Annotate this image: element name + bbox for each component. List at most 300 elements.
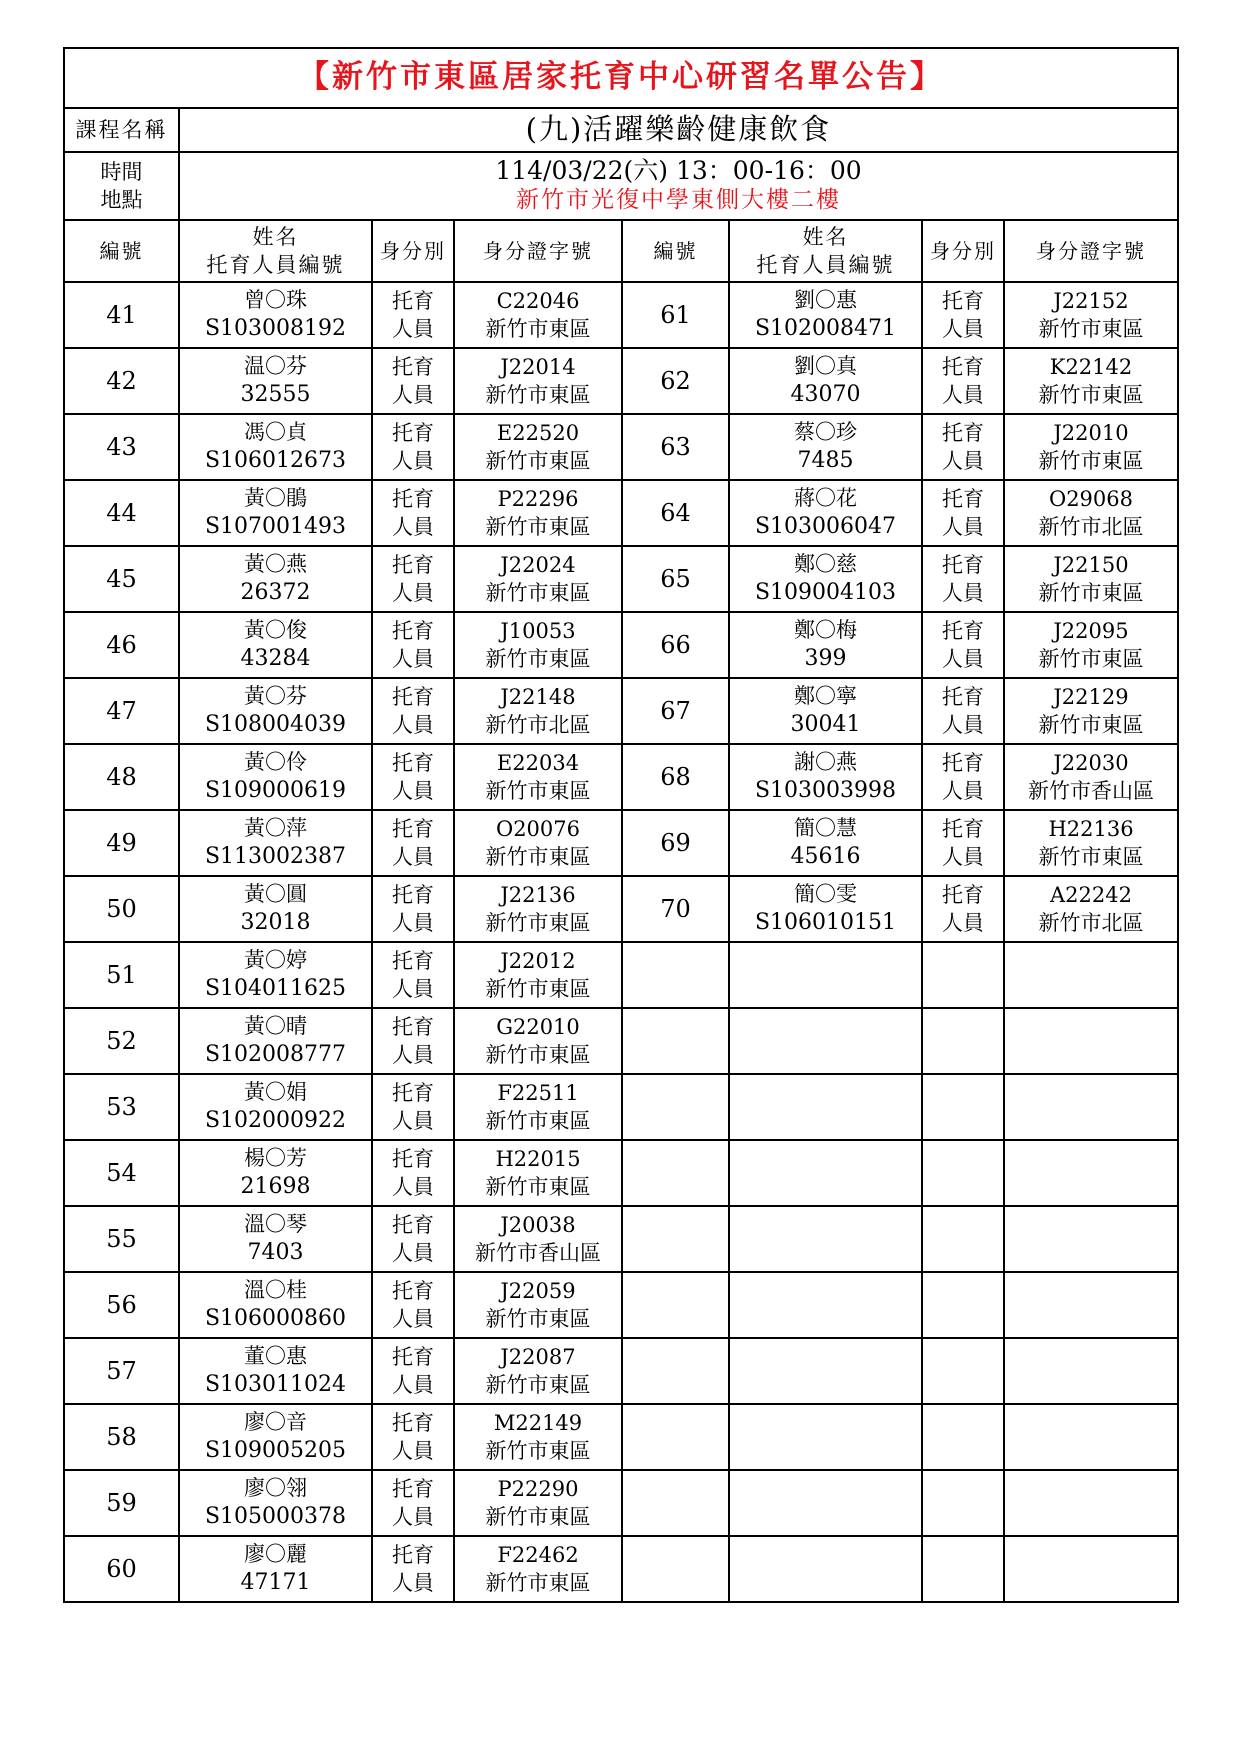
entry-name-staff-line-2: 43284 — [240, 646, 311, 672]
entry-name-staff — [179, 810, 372, 876]
entry-id-code — [454, 1008, 622, 1074]
entry-identity-line-2: 人員 — [942, 515, 984, 539]
entry-id-empty — [1004, 1536, 1178, 1602]
entry-id-code — [454, 678, 622, 744]
entry-number-empty — [622, 1272, 729, 1338]
entry-id-code-line-2: 新竹市香山區 — [1028, 779, 1154, 803]
entry-number: 49 — [64, 810, 179, 876]
table-row — [64, 1338, 1178, 1404]
entry-name-staff-line-2: 47171 — [240, 1570, 311, 1596]
entry-name-empty — [729, 1272, 922, 1338]
entry-name-staff — [179, 1338, 372, 1404]
entry-identity-line-1: 托育 — [942, 354, 984, 379]
entry-id-code-line-2: 新竹市東區 — [485, 1043, 591, 1067]
entry-number: 52 — [64, 1008, 179, 1074]
entry-name-staff-line-2: S102000922 — [204, 1108, 347, 1134]
entry-identity-empty — [922, 1140, 1004, 1206]
entry-identity-line-1: 托育 — [942, 288, 984, 313]
entry-id-code-line-2: 新竹市東區 — [485, 1439, 591, 1463]
header-id-code-2: 身分證字號 — [1004, 220, 1178, 282]
entry-identity — [372, 1404, 454, 1470]
entry-name-staff — [729, 414, 922, 480]
entry-id-code-line-2: 新竹市北區 — [1038, 515, 1144, 539]
entry-identity — [922, 678, 1004, 744]
entry-identity-line-2: 人員 — [392, 1571, 434, 1595]
entry-number: 51 — [64, 942, 179, 1008]
header-staff-no-2: 托育人員編號 — [756, 253, 895, 277]
entry-name-staff-line-2: S103006047 — [754, 514, 897, 540]
entry-identity — [372, 282, 454, 348]
entry-identity — [922, 480, 1004, 546]
entry-id-code-line-2: 新竹市北區 — [485, 713, 591, 737]
entry-name-staff-line-1: 鄭〇慈 — [794, 551, 857, 576]
entry-number-empty — [622, 1470, 729, 1536]
entry-name-staff-line-1: 劉〇真 — [794, 353, 857, 378]
entry-name-staff-line-2: S108004039 — [204, 712, 347, 738]
entry-name-empty — [729, 1470, 922, 1536]
entry-identity-line-2: 人員 — [392, 911, 434, 935]
entry-id-code — [454, 1536, 622, 1602]
entry-identity — [372, 1536, 454, 1602]
entry-name-staff — [179, 612, 372, 678]
entry-name-staff-line-1: 黃〇婷 — [244, 947, 307, 972]
entry-name-staff-line-2: S105000378 — [204, 1504, 347, 1530]
entry-identity-empty — [922, 1074, 1004, 1140]
entry-number: 70 — [622, 876, 729, 942]
entry-identity-empty — [922, 1206, 1004, 1272]
entry-id-code-line-1: J22129 — [1053, 684, 1129, 709]
header-number-2: 編號 — [622, 220, 729, 282]
table-row — [64, 1404, 1178, 1470]
entry-name-staff-line-1: 黃〇娟 — [244, 1079, 307, 1104]
entry-id-code-line-1: J22095 — [1053, 618, 1129, 643]
entry-id-code — [1004, 612, 1178, 678]
entry-id-code-line-2: 新竹市東區 — [1038, 383, 1144, 407]
entry-id-empty — [1004, 1008, 1178, 1074]
entry-identity-line-1: 托育 — [392, 684, 434, 709]
entry-identity-line-2: 人員 — [942, 779, 984, 803]
entry-id-code-line-2: 新竹市東區 — [485, 977, 591, 1001]
entry-id-code-line-2: 新竹市東區 — [485, 1505, 591, 1529]
entry-identity-line-2: 人員 — [392, 317, 434, 341]
entry-name-staff-line-2: S109005205 — [204, 1438, 347, 1464]
entry-name-staff — [179, 1272, 372, 1338]
course-name: (九)活躍樂齡健康飲食 — [179, 108, 1178, 152]
entry-identity — [372, 546, 454, 612]
entry-number: 42 — [64, 348, 179, 414]
entry-id-code-line-2: 新竹市東區 — [485, 647, 591, 671]
entry-name-staff — [179, 1140, 372, 1206]
entry-name-staff — [179, 876, 372, 942]
entry-name-staff-line-1: 廖〇翎 — [244, 1475, 307, 1500]
entry-number: 45 — [64, 546, 179, 612]
entry-id-code — [454, 480, 622, 546]
entry-id-code-line-2: 新竹市東區 — [485, 383, 591, 407]
entry-name-empty — [729, 1140, 922, 1206]
table-row — [64, 810, 1178, 876]
entry-id-code — [454, 1206, 622, 1272]
entry-number: 50 — [64, 876, 179, 942]
table-row — [64, 480, 1178, 546]
entry-number-empty — [622, 1074, 729, 1140]
entry-identity — [922, 414, 1004, 480]
entry-id-code-line-2: 新竹市東區 — [485, 1373, 591, 1397]
table-row — [64, 1470, 1178, 1536]
entry-id-code — [454, 282, 622, 348]
entry-identity-line-1: 托育 — [942, 882, 984, 907]
entry-name-staff-line-1: 董〇惠 — [244, 1343, 307, 1368]
entry-name-empty — [729, 1536, 922, 1602]
table-row — [64, 744, 1178, 810]
entry-identity-line-1: 托育 — [392, 1344, 434, 1369]
entry-number-empty — [622, 1008, 729, 1074]
entry-identity-empty — [922, 1338, 1004, 1404]
entry-name-staff — [179, 744, 372, 810]
entry-id-empty — [1004, 1404, 1178, 1470]
entry-identity-line-2: 人員 — [942, 647, 984, 671]
entry-id-code-line-2: 新竹市東區 — [485, 845, 591, 869]
entry-number: 41 — [64, 282, 179, 348]
entry-id-code-line-2: 新竹市北區 — [1038, 911, 1144, 935]
entry-id-code-line-1: J22014 — [500, 354, 576, 379]
entry-name-staff — [729, 744, 922, 810]
entry-identity-line-1: 托育 — [942, 618, 984, 643]
entry-name-staff — [179, 1008, 372, 1074]
entry-identity-line-1: 托育 — [392, 750, 434, 775]
entry-identity-line-2: 人員 — [392, 1373, 434, 1397]
entry-name-staff-line-1: 馮〇貞 — [244, 419, 307, 444]
roster-table — [63, 47, 1179, 1603]
entry-name-staff-line-1: 黃〇俊 — [244, 617, 307, 642]
entry-id-code-line-1: H22136 — [1048, 816, 1134, 841]
entry-name-staff-line-2: S103011024 — [204, 1372, 347, 1398]
entry-name-staff-line-1: 黃〇圓 — [244, 881, 307, 906]
entry-name-staff-line-2: 399 — [804, 646, 847, 672]
entry-identity — [372, 744, 454, 810]
time-place-label — [64, 152, 179, 220]
table-row — [64, 414, 1178, 480]
entry-identity-empty — [922, 1008, 1004, 1074]
entry-identity — [922, 810, 1004, 876]
entry-id-code-line-2: 新竹市東區 — [485, 911, 591, 935]
entry-identity-line-1: 托育 — [392, 882, 434, 907]
entry-name-staff-line-2: S106000860 — [204, 1306, 347, 1332]
entry-identity-line-2: 人員 — [392, 1109, 434, 1133]
entry-id-empty — [1004, 942, 1178, 1008]
header-number: 編號 — [64, 220, 179, 282]
place-label: 地點 — [100, 188, 143, 212]
header-name-2 — [729, 220, 922, 282]
table-row — [64, 1140, 1178, 1206]
entry-id-code-line-1: K22142 — [1049, 354, 1133, 379]
entry-identity — [922, 282, 1004, 348]
entry-name-staff-line-1: 黃〇晴 — [244, 1013, 307, 1038]
entry-identity — [372, 1206, 454, 1272]
entry-name-staff-line-1: 鄭〇梅 — [794, 617, 857, 642]
entry-number-empty — [622, 1338, 729, 1404]
entry-id-code-line-2: 新竹市東區 — [1038, 317, 1144, 341]
entry-name-staff-line-1: 黃〇伶 — [244, 749, 307, 774]
entry-name-staff-line-1: 黃〇芬 — [244, 683, 307, 708]
entry-id-code — [1004, 480, 1178, 546]
entry-id-code-line-1: J22030 — [1053, 750, 1129, 775]
entry-identity-line-1: 托育 — [392, 420, 434, 445]
entry-identity-line-2: 人員 — [392, 1043, 434, 1067]
course-label: 課程名稱 — [64, 108, 179, 152]
entry-id-code — [454, 1338, 622, 1404]
header-name-text: 姓名 — [252, 224, 299, 249]
entry-number: 67 — [622, 678, 729, 744]
entry-identity-line-2: 人員 — [392, 647, 434, 671]
entry-id-code — [454, 348, 622, 414]
entry-id-code — [1004, 348, 1178, 414]
entry-name-staff — [179, 1470, 372, 1536]
entry-number: 57 — [64, 1338, 179, 1404]
header-identity: 身分別 — [372, 220, 454, 282]
entry-id-code — [454, 546, 622, 612]
entry-id-code-line-1: E22034 — [496, 750, 580, 775]
entry-number: 62 — [622, 348, 729, 414]
entry-identity — [372, 876, 454, 942]
entry-name-empty — [729, 1338, 922, 1404]
entry-id-code — [454, 1272, 622, 1338]
entry-identity-line-2: 人員 — [392, 515, 434, 539]
entry-name-staff-line-1: 劉〇惠 — [794, 287, 857, 312]
entry-identity-line-1: 托育 — [392, 618, 434, 643]
entry-number: 63 — [622, 414, 729, 480]
entry-id-code — [454, 744, 622, 810]
table-row — [64, 678, 1178, 744]
entry-id-code-line-1: O29068 — [1048, 486, 1134, 511]
entry-name-staff — [729, 678, 922, 744]
entry-id-code-line-1: J22150 — [1053, 552, 1129, 577]
entry-identity-line-2: 人員 — [942, 383, 984, 407]
entry-number: 64 — [622, 480, 729, 546]
entry-identity — [372, 480, 454, 546]
table-row — [64, 942, 1178, 1008]
entry-name-staff — [179, 942, 372, 1008]
entry-id-code — [454, 612, 622, 678]
entry-id-code — [454, 414, 622, 480]
entry-id-code-line-2: 新竹市東區 — [485, 515, 591, 539]
entry-identity-line-2: 人員 — [942, 911, 984, 935]
entry-name-empty — [729, 942, 922, 1008]
entry-name-staff-line-1: 楊〇芳 — [244, 1145, 307, 1170]
entry-name-staff-line-1: 簡〇慧 — [794, 815, 857, 840]
entry-id-empty — [1004, 1140, 1178, 1206]
table-row — [64, 1008, 1178, 1074]
entry-id-code-line-1: J22012 — [500, 948, 576, 973]
entry-name-staff — [179, 546, 372, 612]
entry-name-staff-line-1: 溫〇琴 — [244, 1211, 307, 1236]
entry-id-code — [454, 810, 622, 876]
entry-name-staff — [179, 1206, 372, 1272]
time-label: 時間 — [100, 159, 143, 184]
table-row — [64, 1074, 1178, 1140]
entry-number: 69 — [622, 810, 729, 876]
entry-id-empty — [1004, 1272, 1178, 1338]
entry-name-staff — [179, 282, 372, 348]
entry-identity-line-1: 托育 — [942, 816, 984, 841]
entry-name-staff — [729, 810, 922, 876]
table-row — [64, 1272, 1178, 1338]
entry-identity-line-2: 人員 — [392, 581, 434, 605]
entry-name-empty — [729, 1008, 922, 1074]
entry-identity-empty — [922, 1536, 1004, 1602]
header-name-text-2: 姓名 — [802, 224, 849, 249]
entry-number: 58 — [64, 1404, 179, 1470]
entry-identity-line-2: 人員 — [942, 449, 984, 473]
entry-number: 46 — [64, 612, 179, 678]
entry-number-empty — [622, 942, 729, 1008]
entry-id-code-line-1: M22149 — [493, 1410, 583, 1435]
entry-number-empty — [622, 1536, 729, 1602]
entry-name-staff — [179, 348, 372, 414]
entry-number: 59 — [64, 1470, 179, 1536]
entry-identity-line-2: 人員 — [392, 845, 434, 869]
entry-identity-line-1: 托育 — [392, 948, 434, 973]
entry-identity-line-1: 托育 — [392, 552, 434, 577]
entry-id-code-line-1: J20038 — [500, 1212, 576, 1237]
entry-identity-line-2: 人員 — [392, 383, 434, 407]
entry-identity — [922, 612, 1004, 678]
entry-name-staff-line-2: 30041 — [790, 712, 861, 738]
entry-id-code-line-2: 新竹市東區 — [1038, 647, 1144, 671]
entry-identity-line-1: 托育 — [942, 684, 984, 709]
entry-name-staff — [729, 282, 922, 348]
entry-id-code — [1004, 546, 1178, 612]
entry-name-staff-line-2: 43070 — [790, 382, 861, 408]
entry-number-empty — [622, 1140, 729, 1206]
entry-id-code — [454, 876, 622, 942]
entry-id-code — [454, 1140, 622, 1206]
entry-number: 60 — [64, 1536, 179, 1602]
entry-number: 65 — [622, 546, 729, 612]
entry-id-code-line-1: F22462 — [497, 1542, 579, 1567]
entry-name-staff-line-1: 謝〇燕 — [794, 749, 857, 774]
entry-identity-line-1: 托育 — [392, 1278, 434, 1303]
entry-number: 55 — [64, 1206, 179, 1272]
entry-id-code-line-1: J22010 — [1053, 420, 1129, 445]
entry-identity-line-2: 人員 — [392, 1505, 434, 1529]
entry-identity — [372, 1074, 454, 1140]
entry-id-code-line-2: 新竹市東區 — [1038, 581, 1144, 605]
entry-number-empty — [622, 1206, 729, 1272]
entry-identity — [372, 348, 454, 414]
entry-id-empty — [1004, 1206, 1178, 1272]
entry-name-staff-line-2: 26372 — [240, 580, 311, 606]
entry-number: 54 — [64, 1140, 179, 1206]
entry-name-staff-line-2: S103008192 — [204, 316, 347, 342]
entry-identity — [372, 414, 454, 480]
table-row — [64, 876, 1178, 942]
time-place-value — [179, 152, 1178, 220]
entry-identity — [372, 1272, 454, 1338]
entry-identity-line-1: 托育 — [392, 1212, 434, 1237]
entry-identity-line-2: 人員 — [392, 713, 434, 737]
entry-name-staff — [179, 480, 372, 546]
entry-id-code-line-1: J22152 — [1053, 288, 1129, 313]
header-identity-2: 身分別 — [922, 220, 1004, 282]
entry-identity — [372, 942, 454, 1008]
entry-name-staff — [179, 1404, 372, 1470]
header-name — [179, 220, 372, 282]
entry-name-staff-line-2: S113002387 — [204, 844, 347, 870]
entry-identity-line-1: 托育 — [942, 420, 984, 445]
entry-identity-line-2: 人員 — [392, 779, 434, 803]
entry-id-code-line-2: 新竹市東區 — [485, 1571, 591, 1595]
entry-identity-line-2: 人員 — [392, 1175, 434, 1199]
entry-name-empty — [729, 1404, 922, 1470]
entry-id-empty — [1004, 1470, 1178, 1536]
entry-id-code-line-1: J22024 — [500, 552, 576, 577]
entry-name-staff-line-1: 黃〇萍 — [244, 815, 307, 840]
entry-identity-line-1: 托育 — [942, 486, 984, 511]
entry-name-staff-line-2: 7403 — [247, 1240, 304, 1266]
table-row — [64, 1536, 1178, 1602]
entry-identity-empty — [922, 1272, 1004, 1338]
entry-name-staff-line-1: 蔡〇珍 — [794, 419, 857, 444]
entry-identity-empty — [922, 1470, 1004, 1536]
entry-name-staff — [179, 414, 372, 480]
entry-id-code-line-1: J22148 — [500, 684, 576, 709]
entry-identity-line-1: 托育 — [392, 1476, 434, 1501]
entry-name-staff-line-2: 32555 — [240, 382, 311, 408]
entry-name-empty — [729, 1206, 922, 1272]
entry-number: 47 — [64, 678, 179, 744]
entry-id-code-line-2: 新竹市東區 — [485, 581, 591, 605]
entry-name-staff-line-1: 黃〇燕 — [244, 551, 307, 576]
entry-identity-line-2: 人員 — [392, 1307, 434, 1331]
page-title: 【新竹市東區居家托育中心研習名單公告】 — [64, 48, 1178, 108]
entry-number: 48 — [64, 744, 179, 810]
entry-id-code-line-2: 新竹市東區 — [485, 779, 591, 803]
entry-identity — [372, 678, 454, 744]
entry-id-code-line-1: O20076 — [495, 816, 581, 841]
entry-name-staff-line-2: S106010151 — [754, 910, 897, 936]
entry-identity — [922, 744, 1004, 810]
entry-name-staff-line-2: S104011625 — [204, 976, 347, 1002]
entry-name-staff — [179, 1536, 372, 1602]
entry-id-empty — [1004, 1338, 1178, 1404]
entry-identity-line-1: 托育 — [392, 288, 434, 313]
entry-name-staff-line-2: S102008777 — [204, 1042, 347, 1068]
entry-name-staff — [729, 480, 922, 546]
entry-id-code-line-2: 新竹市東區 — [485, 449, 591, 473]
entry-name-staff-line-2: 45616 — [790, 844, 861, 870]
entry-id-code — [1004, 678, 1178, 744]
entry-identity-line-2: 人員 — [392, 1241, 434, 1265]
entry-id-code — [454, 1404, 622, 1470]
entry-name-staff-line-1: 廖〇音 — [244, 1409, 307, 1434]
entry-identity — [372, 612, 454, 678]
table-row — [64, 1206, 1178, 1272]
entry-number-empty — [622, 1404, 729, 1470]
entry-identity-line-1: 托育 — [392, 1014, 434, 1039]
entry-identity — [922, 348, 1004, 414]
entry-identity-line-1: 托育 — [392, 1410, 434, 1435]
entry-identity-line-1: 托育 — [392, 1080, 434, 1105]
entry-identity-line-1: 托育 — [392, 816, 434, 841]
entry-identity-empty — [922, 942, 1004, 1008]
entry-name-staff — [729, 612, 922, 678]
entry-name-staff-line-2: S107001493 — [204, 514, 347, 540]
course-time: 114/03/22(六) 13：00-16：00 — [495, 156, 862, 186]
entry-id-code — [454, 942, 622, 1008]
entry-id-code — [1004, 876, 1178, 942]
entry-identity-line-1: 托育 — [942, 552, 984, 577]
entry-identity — [922, 546, 1004, 612]
